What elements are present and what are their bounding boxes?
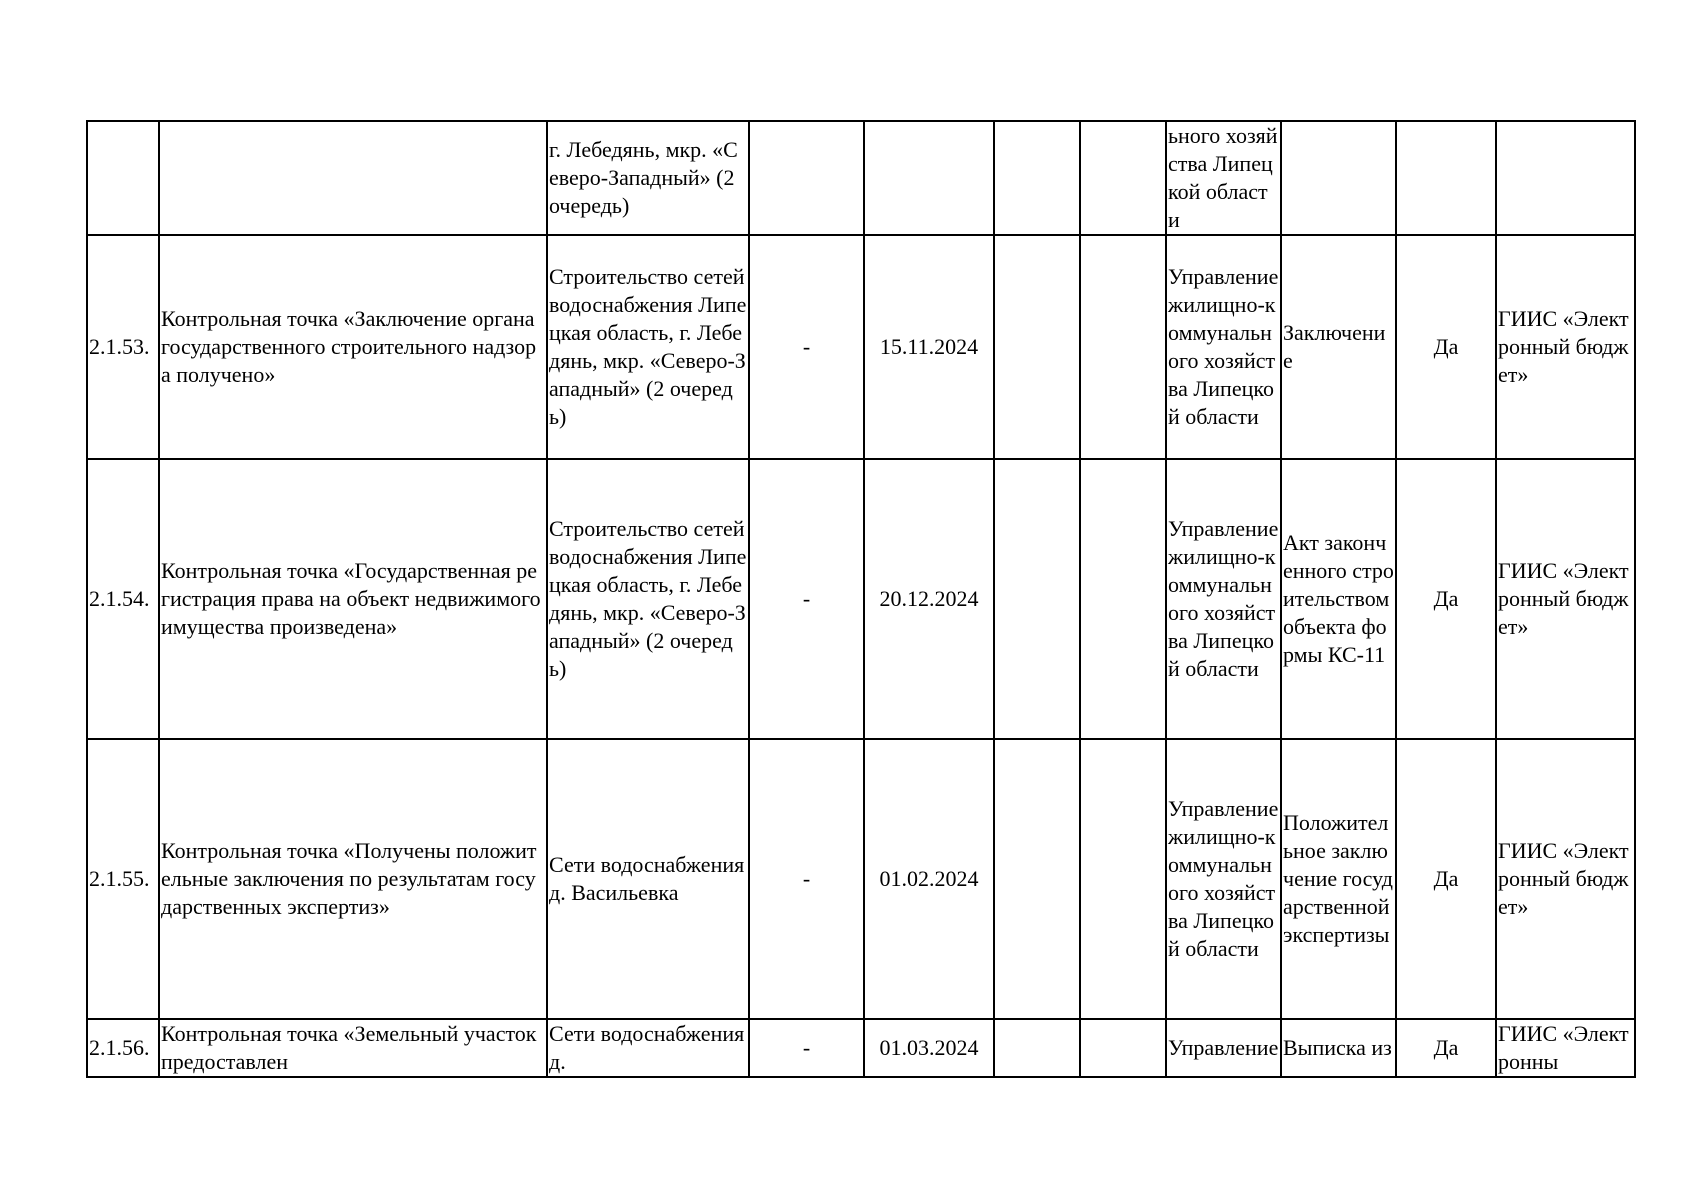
responsible-cell: ьного хозяйства Липецкой области [1166, 121, 1281, 235]
responsible-cell: Управление [1166, 1019, 1281, 1077]
control-point-name-cell: Контрольная точка «Государственная регистрация права на объект недвижимого имущества произведена» [159, 459, 547, 739]
empty-cell [994, 1019, 1080, 1077]
empty-cell [994, 121, 1080, 235]
table-body [87, 121, 1635, 1077]
row-number-cell [87, 121, 159, 235]
information-system-cell: ГИИС «Электронный бюджет» [1496, 235, 1635, 459]
document-type-cell [1281, 121, 1396, 235]
empty-cell [1080, 235, 1166, 459]
information-system-cell [1496, 121, 1635, 235]
empty-cell [994, 739, 1080, 1019]
table-row [87, 235, 1635, 459]
control-points-table [86, 120, 1636, 1078]
responsible-cell: Управление жилищно-коммунального хозяйства Липецкой области [1166, 459, 1281, 739]
control-point-name-cell: Контрольная точка «Земельный участок предоставлен [159, 1019, 547, 1077]
table-row [87, 1019, 1635, 1077]
document-type-cell: Акт законченного строительством объекта формы КС-11 [1281, 459, 1396, 739]
flag-cell: Да [1396, 1019, 1496, 1077]
start-date-cell: - [749, 459, 864, 739]
table-row [87, 459, 1635, 739]
empty-cell [994, 459, 1080, 739]
table-row [87, 739, 1635, 1019]
end-date-cell: 01.02.2024 [864, 739, 994, 1019]
end-date-cell [864, 121, 994, 235]
flag-cell: Да [1396, 235, 1496, 459]
start-date-cell [749, 121, 864, 235]
control-point-name-cell: Контрольная точка «Заключение органа государственного строительного надзора получено» [159, 235, 547, 459]
flag-cell: Да [1396, 459, 1496, 739]
empty-cell [1080, 459, 1166, 739]
object-cell: Строительство сетей водоснабжения Липецкая область, г. Лебедянь, мкр. «Северо-Западный» (2 очередь) [547, 235, 749, 459]
control-point-name-cell [159, 121, 547, 235]
empty-cell [1080, 739, 1166, 1019]
row-number-cell: 2.1.56. [87, 1019, 159, 1077]
information-system-cell: ГИИС «Электронный бюджет» [1496, 459, 1635, 739]
document-type-cell: Положительное заключение государственной экспертизы [1281, 739, 1396, 1019]
flag-cell [1396, 121, 1496, 235]
end-date-cell: 15.11.2024 [864, 235, 994, 459]
row-number-cell: 2.1.53. [87, 235, 159, 459]
object-cell: г. Лебедянь, мкр. «Северо-Западный» (2 очередь) [547, 121, 749, 235]
document-type-cell: Выписка из [1281, 1019, 1396, 1077]
object-cell: Сети водоснабжения д. Васильевка [547, 739, 749, 1019]
table-row [87, 121, 1635, 235]
end-date-cell: 20.12.2024 [864, 459, 994, 739]
empty-cell [1080, 1019, 1166, 1077]
row-number-cell: 2.1.55. [87, 739, 159, 1019]
object-cell: Строительство сетей водоснабжения Липецкая область, г. Лебедянь, мкр. «Северо-Западный» (2 очередь) [547, 459, 749, 739]
document-type-cell: Заключение [1281, 235, 1396, 459]
responsible-cell: Управление жилищно-коммунального хозяйства Липецкой области [1166, 739, 1281, 1019]
empty-cell [1080, 121, 1166, 235]
start-date-cell: - [749, 1019, 864, 1077]
start-date-cell: - [749, 235, 864, 459]
end-date-cell: 01.03.2024 [864, 1019, 994, 1077]
flag-cell: Да [1396, 739, 1496, 1019]
start-date-cell: - [749, 739, 864, 1019]
object-cell: Сети водоснабжения д. [547, 1019, 749, 1077]
responsible-cell: Управление жилищно-коммунального хозяйства Липецкой области [1166, 235, 1281, 459]
control-point-name-cell: Контрольная точка «Получены положительные заключения по результатам государственных экспертиз» [159, 739, 547, 1019]
information-system-cell: ГИИС «Электронный бюджет» [1496, 739, 1635, 1019]
information-system-cell: ГИИС «Электронны [1496, 1019, 1635, 1077]
row-number-cell: 2.1.54. [87, 459, 159, 739]
empty-cell [994, 235, 1080, 459]
